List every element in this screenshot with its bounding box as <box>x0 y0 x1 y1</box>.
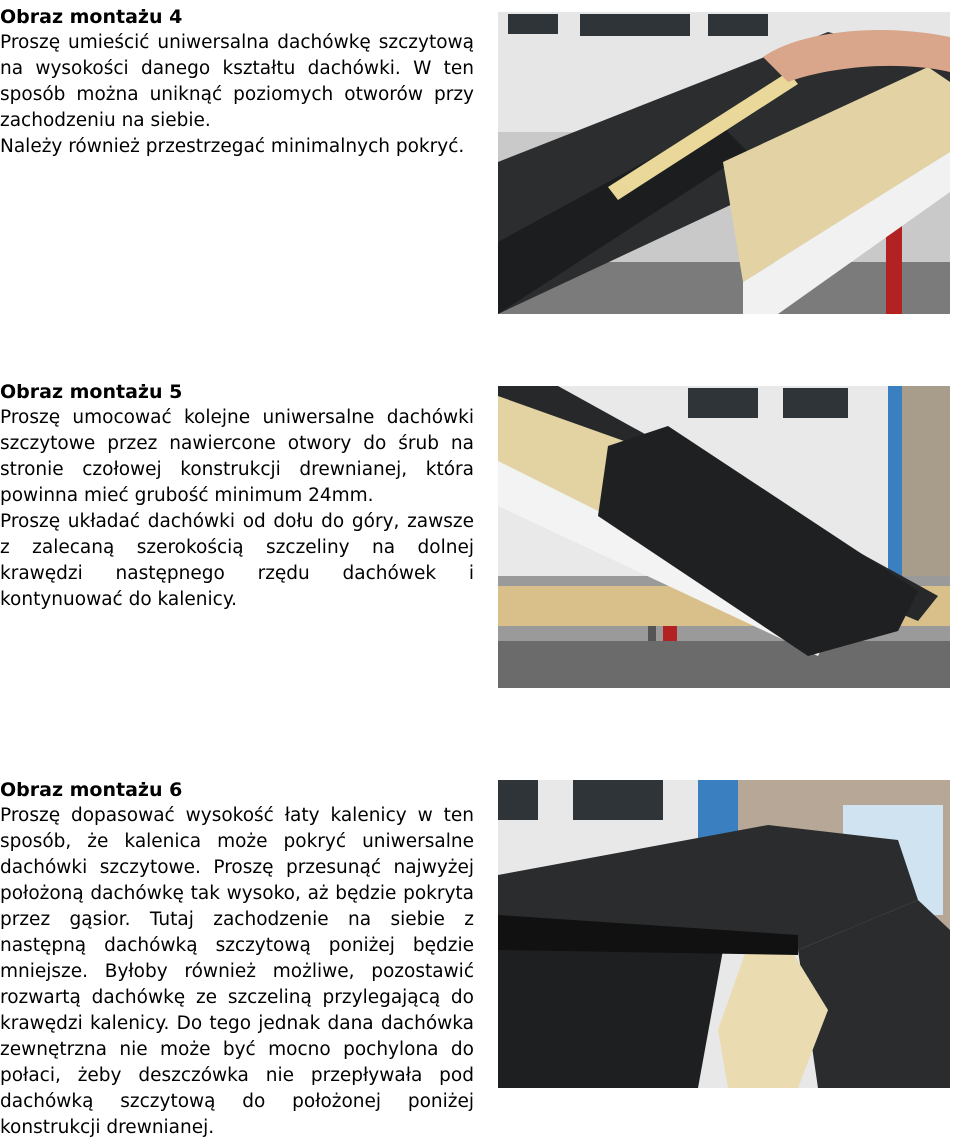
step-5-paragraph-2: Proszę układać dachówki od dołu do góry, zawsze z zalecaną szerokością szczeliny na dolnej krawędzi następnego rzędu dachówek i kontynuować do kalenicy. <box>0 511 474 610</box>
step-5-title: Obraz montażu 5 <box>0 381 183 403</box>
step-6-photo <box>498 780 950 1088</box>
step-5-photo <box>498 386 950 688</box>
step-5-section <box>0 379 474 613</box>
step-4-title: Obraz montażu 4 <box>0 6 183 28</box>
step-4-paragraph-2: Należy również przestrzegać minimalnych pokryć. <box>0 136 465 157</box>
step-6-section <box>0 777 474 1141</box>
step-6-title: Obraz montażu 6 <box>0 779 183 801</box>
step-5-paragraph-1: Proszę umocować kolejne uniwersalne dachówki szczytowe przez nawiercone otwory do śrub na stronie czołowej konstrukcji drewnianej, która powinna mieć grubość minimum 24mm. <box>0 407 474 506</box>
step-4-section <box>0 4 474 160</box>
step-4-paragraph-1: Proszę umieścić uniwersalna dachówkę szczytową na wysokości danego kształtu dachówki. W ten sposób można uniknąć poziomych otworów przy zachodzeniu na siebie. <box>0 32 474 131</box>
step-4-photo <box>498 12 950 314</box>
step-6-paragraph-1: Proszę dopasować wysokość łaty kalenicy w ten sposób, że kalenica może pokryć uniwersalne dachówki szczytowe. Proszę przesunąć najwyżej położoną dachówkę tak wysoko, aż będzie pokryta przez gąsior. Tutaj zachodzenie na siebie z następną dachówką szczytową poniżej będzie mniejsze. Byłoby również możliwe, pozostawić rozwartą dachówkę ze szczeliną przylegającą do krawędzi kalenicy. Do tego jednak dana dachówka zewnętrzna nie może być mocno pochylona do połaci, żeby deszczówka nie przepływała pod dachówką szczytową do położonej poniżej konstrukcji drewnianej. <box>0 805 474 1138</box>
